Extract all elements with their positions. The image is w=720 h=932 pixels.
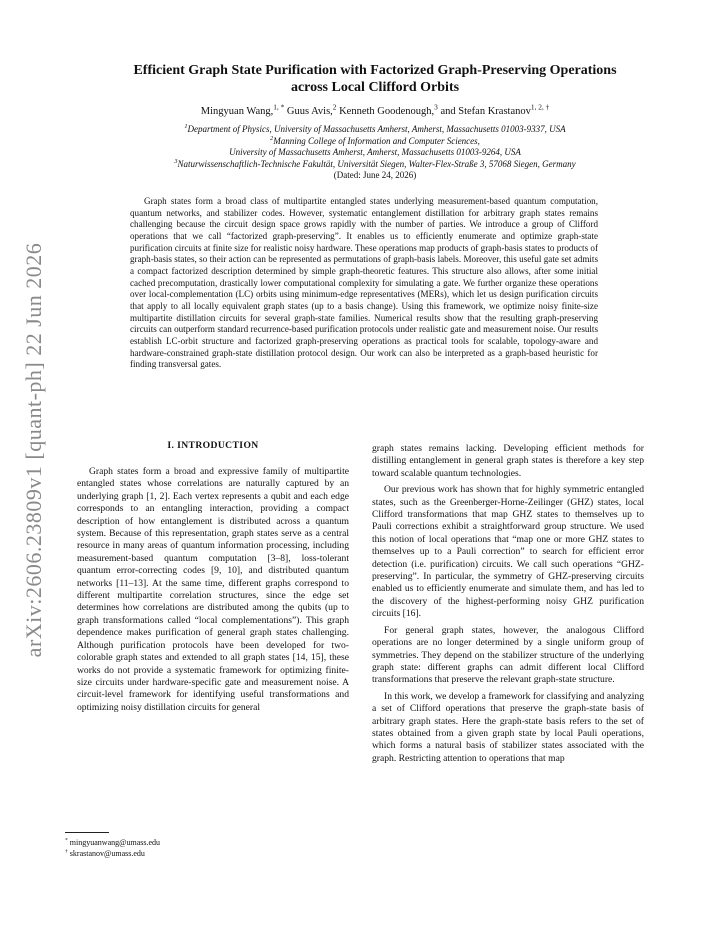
paragraph: For general graph states, however, the analogous Clifford operations are no longer determined by a single uniform group of symmetries. They depend on the stabilizer structure of the underlying graph state: different graphs can admit different local Clifford transformations that preserve the relevant graph-state structure. (372, 624, 644, 686)
title-line-2: across Local Clifford Orbits (290, 80, 460, 95)
date-line: (Dated: June 24, 2026) (333, 170, 417, 180)
affiliation-3 (70, 159, 680, 171)
author-3-sup: 3 (434, 102, 438, 112)
arxiv-id[interactable]: arXiv:2606.23809v1 [quant-ph] 22 Jun 2026 (21, 242, 46, 658)
footnote-1-mark: * (65, 837, 68, 844)
abstract: Graph states form a broad class of multipartite entangled states underlying measurement-based quantum computation, quantum networks, and stabilizer codes. However, systematic entanglement distillation for arbitrary graph states remains challenging because the circuit design space grows rapidly with the number of parties. We introduce a group of Clifford operations that we call “factorized graph-preserving”. It enables us to efficiently enumerate and optimize graph-state purification circuits at finite size for realistic noisy hardware. These operations map products of graph-basis states to products of graph-basis states, so their action can be represented as permutations of graph-basis labels. Moreover, this useful gate set admits a compact factorized description determined by simple graph-theoretic features. This structure also allows, after some initial cached precomputation, drastically lower computational complexity for simulating a gate. We further organize these operations over local-complementation (LC) orbits using minimum-edge representatives (MERs), which let us design purification circuits that apply to all locally equivalent graph states (up to a basis change). Using this framework, we optimize noisy finite-size multipartite distillation circuits for several graph-state families. Numerical results show that the resulting graph-preserving circuits can outperform standard recurrence-based purification protocols under realistic gate and measurement noise. Our results establish LC-orbit structure and factorized graph-preserving operations as practical tools for scalable, topology-aware and hardware-constrained graph-state distillation protocol design. Our work can also be interpreted as a graph-based heuristic for finding transversal gates. (130, 196, 598, 370)
affiliation-1 (70, 124, 680, 136)
affiliation-1-sup: 1 (184, 123, 188, 130)
affiliation-3-text: Naturwissenschaftlich-Technische Fakultät, Universität Siegen, Walter-Flex-Straße 3, 57068 Siegen, Germany (177, 158, 576, 169)
section-heading-introduction: I. INTRODUCTION (167, 440, 259, 451)
arxiv-stamp (14, 240, 54, 660)
author-4-sup: 1, 2, † (530, 102, 550, 112)
affiliation-2-sup: 2 (270, 134, 274, 142)
affiliation-2 (70, 136, 680, 148)
footnote-2 (65, 849, 345, 860)
footnotes (65, 838, 345, 859)
left-column (77, 466, 349, 718)
footnote-1-email[interactable]: mingyuanwang@umass.edu (69, 838, 161, 847)
footnote-2-mark: † (65, 847, 68, 854)
author-list (90, 102, 660, 117)
right-column (372, 443, 644, 769)
affiliations (70, 124, 680, 182)
paragraph: graph states remains lacking. Developing efficient methods for distilling entanglement in general graph states is therefore a key step toward scalable quantum technologies. (372, 443, 644, 479)
footnote-1 (65, 838, 345, 849)
affiliation-2-text: Manning College of Information and Computer Sciences, (273, 135, 480, 146)
author-2: Guus Avis, (286, 106, 333, 117)
author-4: and Stefan Krastanov (440, 106, 531, 117)
author-2-sup: 2 (332, 102, 337, 112)
footnote-2-email[interactable]: skrastanov@umass.edu (69, 848, 145, 858)
title-line-1: Efficient Graph State Purification with Factorized Graph-Preserving Operations (133, 63, 617, 78)
paragraph: Graph states form a broad and expressive family of multipartite entangled states whose correlations are naturally captured by an underlying graph [1, 2]. Each vertex represents a qubit and each edge corresponds to an entangling interaction, providing a compact description of how entanglement is distributed across a quantum system. Because of this representation, graph states serve as a central resource in many areas of quantum information processing, including measurement-based quantum computation [3–8], loss-tolerant quantum error-correcting codes [9, 10], and distributed quantum networks [11–13]. At the same time, different graphs correspond to different multipartite correlation structures, since the edge set determines how correlations are distributed among the qubits (up to graph transformations called “local complementations”). This graph dependence makes purification of general graph states challenging. Although purification protocols have been developed for two-colorable graph states and extended to all graph states [14, 15], these works do not provide a systematic framework for optimizing finite-size circuits under hardware-specific gate and measurement noise. A circuit-level framework for identifying useful transformations and optimizing noisy distillation circuits for general (77, 466, 349, 713)
author-3: Kenneth Goodenough, (339, 106, 435, 117)
affiliation-1-text: Department of Physics, University of Massachusetts Amherst, Amherst, Massachusetts 01003-9337, USA (187, 124, 566, 134)
footnote-rule (65, 832, 109, 833)
author-1: Mingyuan Wang, (200, 106, 274, 117)
paragraph: Our previous work has shown that for highly symmetric entangled states, such as the Greenberger-Horne-Zeilinger (GHZ) states, local Clifford transformations that map GHZ states to themselves up to Pauli corrections exhibit a straightforward group structure. We used this notion of local operations that “map one or more GHZ states to themselves up to a Pauli correction” to search for efficient error detection (i.e. purification) circuits. We call such operations “GHZ-preserving”. In particular, the symmetry of GHZ-preserving circuits enabled us to efficiently enumerate and simulate them, and has led to the discovery of the highest-performing noisy GHZ purification circuits [16]. (372, 484, 644, 620)
author-1-sup: 1, * (273, 102, 285, 112)
paper-title (90, 62, 660, 96)
affiliation-3-sup: 3 (174, 157, 178, 165)
affiliation-2-cont: University of Massachusetts Amherst, Amherst, Massachusetts 01003-9264, USA (229, 147, 521, 157)
paragraph: In this work, we develop a framework for classifying and analyzing a set of Clifford operations that preserve the graph-state basis of arbitrary graph states. Here the graph-state basis refers to the set of states obtained from a given graph state by local Pauli operations, which forms a natural basis of stabilizer states associated with the graph. Restricting attention to operations that map (372, 690, 644, 764)
